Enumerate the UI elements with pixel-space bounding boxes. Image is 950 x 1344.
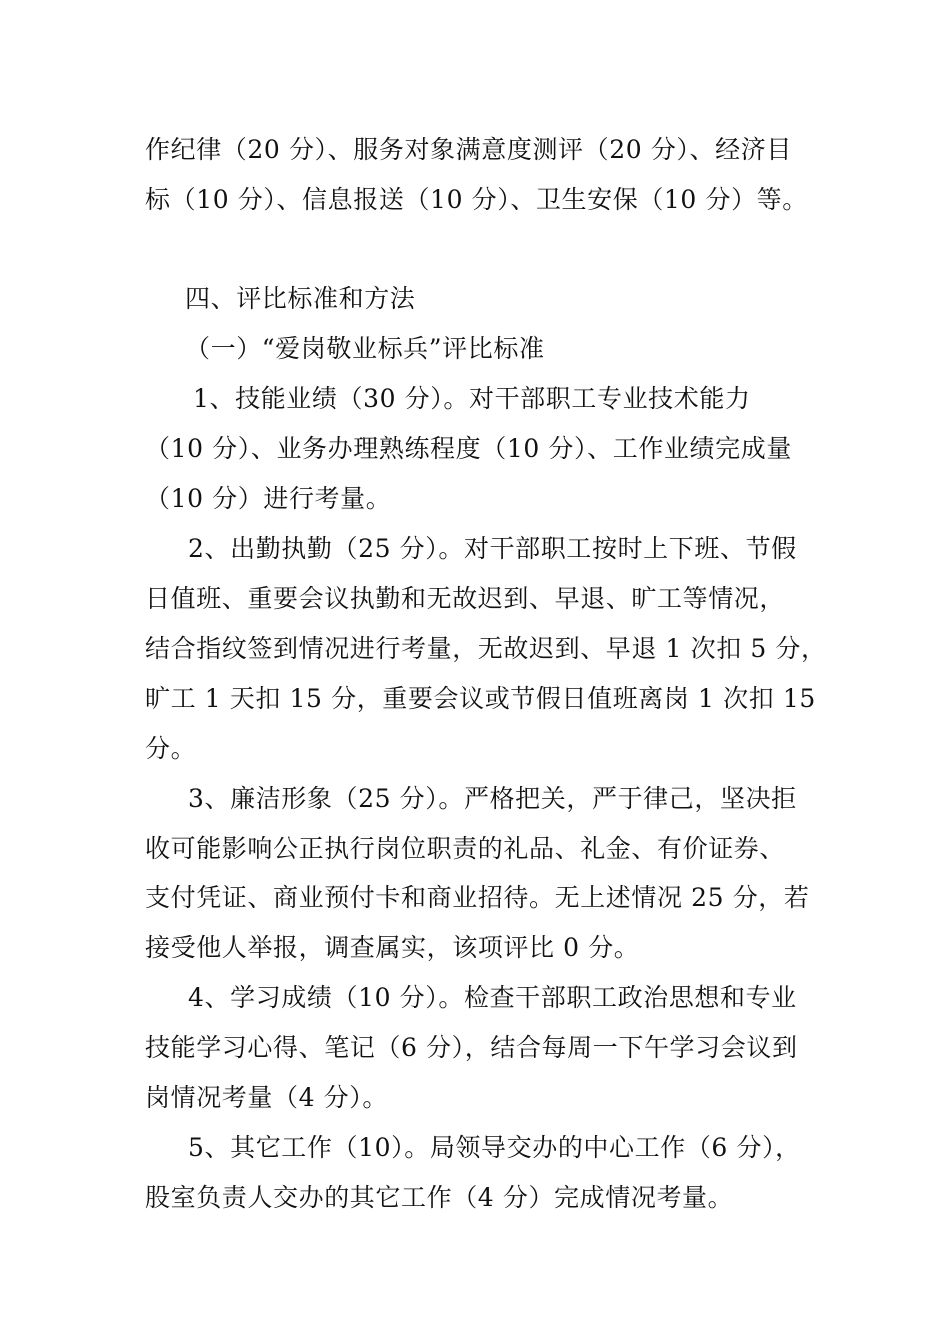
paragraph-line: 作纪律（20 分）、服务对象满意度测评（20 分）、经济目 <box>145 135 792 164</box>
paragraph-line: 股室负责人交办的其它工作（4 分）完成情况考量。 <box>145 1183 734 1212</box>
paragraph-line: （10 分）进行考量。 <box>145 484 392 513</box>
paragraph-line: 4、学习成绩（10 分）。检查干部职工政治思想和专业 <box>188 983 797 1012</box>
paragraph-line: 5、其它工作（10）。局领导交办的中心工作（6 分）， <box>188 1133 801 1162</box>
paragraph-line: 日值班、重要会议执勤和无故迟到、早退、旷工等情况， <box>145 584 786 613</box>
paragraph-line: 3、廉洁形象（25 分）。严格把关，严于律己，坚决拒 <box>188 784 797 813</box>
paragraph-line: 收可能影响公正执行岗位职责的礼品、礼金、有价证券、 <box>145 834 786 863</box>
paragraph-line: 分。 <box>145 734 197 763</box>
paragraph-line: 结合指纹签到情况进行考量，无故迟到、早退 1 次扣 5 分， <box>145 634 827 663</box>
paragraph-line: （10 分）、业务办理熟练程度（10 分）、工作业绩完成量 <box>145 434 792 463</box>
paragraph-line: 标（10 分）、信息报送（10 分）、卫生安保（10 分）等。 <box>145 185 808 214</box>
paragraph-line: 岗情况考量（4 分）。 <box>145 1083 388 1112</box>
paragraph-line: 技能学习心得、笔记（6 分），结合每周一下午学习会议到 <box>145 1033 798 1062</box>
paragraph-line: 接受他人举报，调查属实，该项评比 0 分。 <box>145 933 640 962</box>
paragraph-line: 支付凭证、商业预付卡和商业招待。无上述情况 25 分，若 <box>145 883 810 912</box>
subsection-heading: （一）“爱岗敬业标兵”评比标准 <box>185 334 545 363</box>
paragraph-line: 2、出勤执勤（25 分）。对干部职工按时上下班、节假 <box>188 534 797 563</box>
paragraph-line: 旷工 1 天扣 15 分，重要会议或节假日值班离岗 1 次扣 15 <box>145 684 816 713</box>
paragraph-line: 1、技能业绩（30 分）。对干部职工专业技术能力 <box>193 384 751 413</box>
section-heading: 四、评比标准和方法 <box>185 284 416 313</box>
